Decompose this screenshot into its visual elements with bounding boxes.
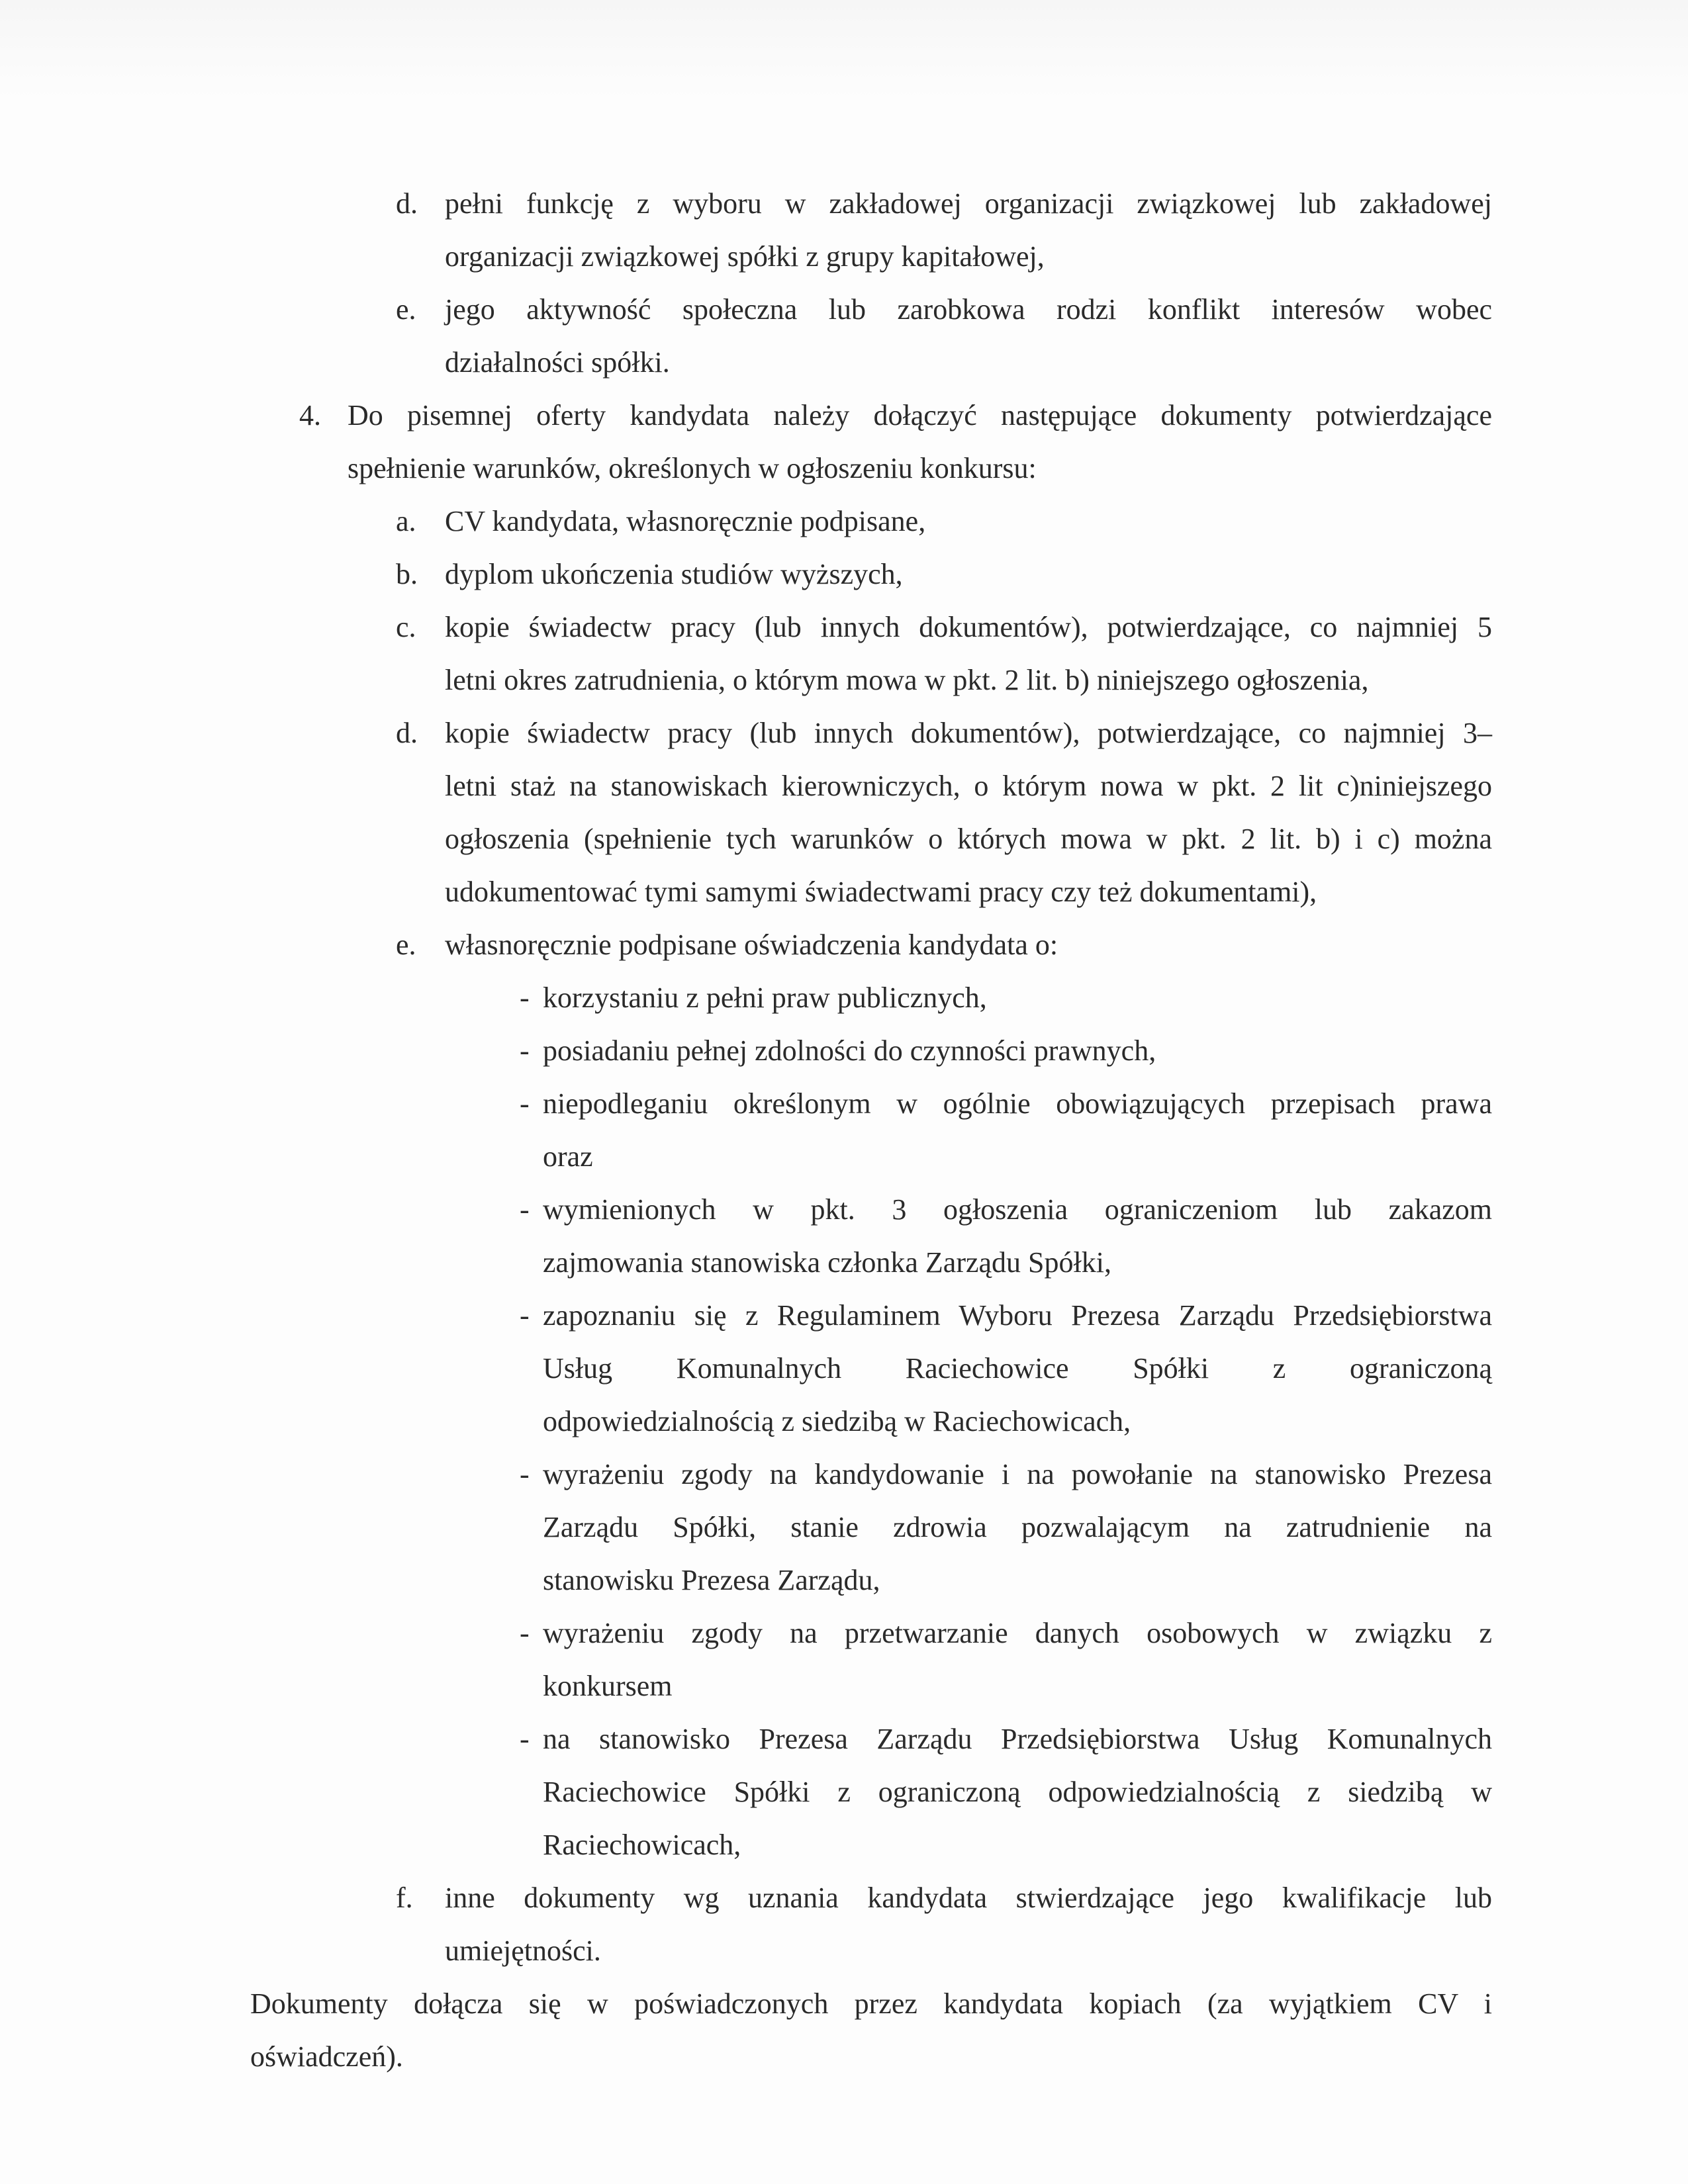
sublist-item-text: Zarządu Spółki, stanie zdrowia pozwalającym na zatrudnienie na [543, 1511, 1492, 1543]
list-marker: a. [396, 505, 416, 537]
sublist-item-text: posiadaniu pełnej zdolności do czynności prawnych, [543, 1034, 1156, 1067]
sublist-item-text: zapoznaniu się z Regulaminem Wyboru Prezesa Zarządu Przedsiębiorstwa [543, 1299, 1492, 1332]
sublist-item-text: odpowiedzialnością z siedzibą w Raciechowicach, [543, 1405, 1131, 1437]
dash-marker: - [520, 1299, 530, 1332]
list-marker: e. [396, 929, 416, 961]
section-text: Do pisemnej oferty kandydata należy dołączyć następujące dokumenty potwierdzające [348, 399, 1492, 432]
dash-marker: - [520, 1034, 530, 1067]
dash-marker: - [520, 1193, 530, 1226]
scan-shadow [0, 0, 1688, 99]
sublist-item-text: oraz [543, 1140, 593, 1173]
list-marker: f. [396, 1882, 413, 1914]
dash-marker: - [520, 1617, 530, 1649]
sublist-item-text: wymienionych w pkt. 3 ogłoszenia ograniczeniom lub zakazom [543, 1193, 1492, 1226]
list-item-text: kopie świadectw pracy (lub innych dokumentów), potwierdzające, co najmniej 3– [445, 717, 1492, 749]
sublist-item-text: na stanowisko Prezesa Zarządu Przedsiębiorstwa Usług Komunalnych [543, 1723, 1492, 1755]
list-item-text: dyplom ukończenia studiów wyższych, [445, 558, 903, 590]
sublist-item-text: Raciechowice Spółki z ograniczoną odpowiedzialnością z siedzibą w [543, 1776, 1492, 1808]
section-number: 4. [299, 399, 321, 432]
dash-marker: - [520, 981, 530, 1014]
closing-paragraph: oświadczeń). [250, 2040, 403, 2073]
dash-marker: - [520, 1723, 530, 1755]
list-item-text: letni okres zatrudnienia, o którym mowa w pkt. 2 lit. b) niniejszego ogłoszenia, [445, 664, 1369, 696]
sublist-item-text: niepodleganiu określonym w ogólnie obowiązujących przepisach prawa [543, 1087, 1492, 1120]
closing-paragraph: Dokumenty dołącza się w poświadczonych przez kandydata kopiach (za wyjątkiem CV i [250, 1987, 1492, 2020]
list-marker: e. [396, 293, 416, 326]
list-item-text: pełni funkcję z wyboru w zakładowej organizacji związkowej lub zakładowej [445, 187, 1492, 220]
list-item-text: ogłoszenia (spełnienie tych warunków o których mowa w pkt. 2 lit. b) i c) można [445, 823, 1492, 855]
list-item-text: letni staż na stanowiskach kierowniczych, o którym nowa w pkt. 2 lit c)niniejszego [445, 770, 1492, 802]
sublist-item-text: wyrażeniu zgody na kandydowanie i na powołanie na stanowisko Prezesa [543, 1458, 1492, 1490]
list-item-text: kopie świadectw pracy (lub innych dokumentów), potwierdzające, co najmniej 5 [445, 611, 1492, 643]
sublist-item-text: konkursem [543, 1670, 673, 1702]
list-marker: c. [396, 611, 416, 643]
list-item-text: działalności spółki. [445, 346, 670, 379]
list-item-text: jego aktywność społeczna lub zarobkowa rodzi konflikt interesów wobec [445, 293, 1492, 326]
list-marker: b. [396, 558, 418, 590]
sublist-item-text: wyrażeniu zgody na przetwarzanie danych osobowych w związku z [543, 1617, 1492, 1649]
sublist-item-text: Raciechowicach, [543, 1829, 741, 1861]
sublist-item-text: Usług Komunalnych Raciechowice Spółki z ograniczoną [543, 1352, 1492, 1385]
section-text: spełnienie warunków, określonych w ogłoszeniu konkursu: [348, 452, 1037, 484]
dash-marker: - [520, 1458, 530, 1490]
list-marker: d. [396, 187, 418, 220]
sublist-item-text: stanowisku Prezesa Zarządu, [543, 1564, 880, 1596]
list-marker: d. [396, 717, 418, 749]
sublist-item-text: korzystaniu z pełni praw publicznych, [543, 981, 987, 1014]
sublist-item-text: zajmowania stanowiska członka Zarządu Spółki, [543, 1246, 1111, 1279]
list-item-text: umiejętności. [445, 1934, 601, 1967]
list-item-text: udokumentować tymi samymi świadectwami pracy czy też dokumentami), [445, 876, 1317, 908]
list-item-text: CV kandydata, własnoręcznie podpisane, [445, 505, 926, 537]
list-item-text: inne dokumenty wg uznania kandydata stwierdzające jego kwalifikacje lub [445, 1882, 1492, 1914]
list-item-text: własnoręcznie podpisane oświadczenia kandydata o: [445, 929, 1058, 961]
dash-marker: - [520, 1087, 530, 1120]
list-item-text: organizacji związkowej spółki z grupy kapitałowej, [445, 240, 1045, 273]
